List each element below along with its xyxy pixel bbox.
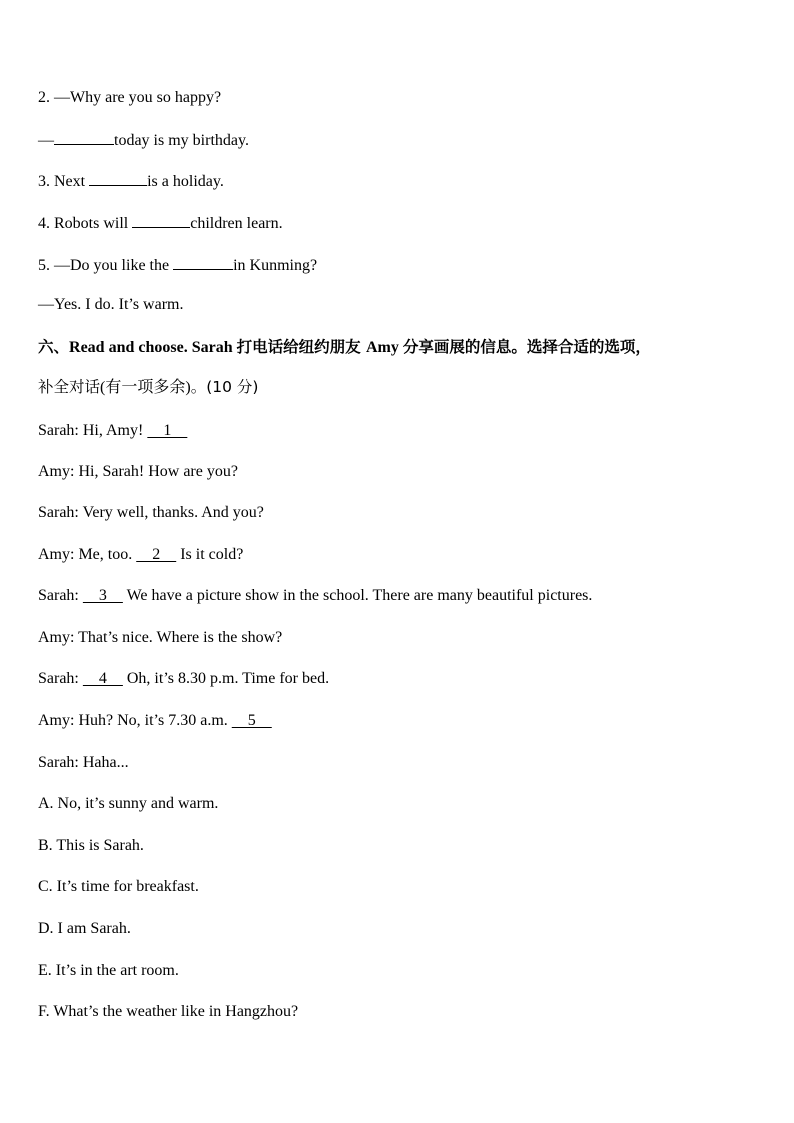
dialogue-blank-1[interactable]: 1 [147, 422, 188, 439]
dialogue-text: Amy: That’s nice. Where is the show? [38, 629, 283, 646]
question-5-answer [38, 295, 183, 315]
question-5-prefix: 5. —Do you like the [38, 257, 174, 274]
question-3 [38, 170, 224, 192]
dialogue-text: Amy: Hi, Sarah! How are you? [38, 463, 238, 480]
question-2-answer-line [38, 129, 249, 151]
dialogue-line [38, 421, 187, 441]
question-2-answer-prefix: — [38, 132, 54, 149]
dialogue-text: Sarah: [38, 587, 83, 604]
question-2-answer-suffix: today is my birthday. [114, 132, 249, 149]
dialogue-blank-4[interactable]: 4 [82, 670, 123, 687]
dialogue-line [38, 628, 282, 648]
section-title-en-2: Amy [366, 339, 403, 356]
dialogue-line [38, 545, 243, 565]
option-e [38, 961, 179, 981]
dialogue-blank-2[interactable]: 2 [136, 546, 177, 563]
question-4 [38, 212, 283, 234]
dialogue-line [38, 669, 329, 689]
question-4-prefix: 4. Robots will [38, 215, 133, 232]
dialogue-text: Sarah: Hi, Amy! [38, 422, 148, 439]
dialogue-text: Sarah: [38, 670, 83, 687]
question-4-suffix: children learn. [190, 215, 283, 232]
section-instruction-paren: (有一项多余) [100, 379, 191, 396]
section-score: 。(10 分) [190, 378, 259, 396]
answer-blank[interactable] [173, 254, 233, 270]
dialogue-text: Sarah: Very well, thanks. And you? [38, 504, 264, 521]
option-text: A. No, it’s sunny and warm. [38, 795, 219, 812]
answer-blank[interactable] [54, 129, 114, 145]
question-5-answer-text: —Yes. I do. It’s warm. [38, 296, 184, 313]
dialogue-line [38, 753, 129, 773]
section-instruction-cn: 补全对话 [38, 378, 101, 396]
option-text: D. I am Sarah. [38, 920, 131, 937]
option-d [38, 919, 131, 939]
dialogue-line [38, 462, 238, 482]
section-heading [38, 337, 651, 358]
question-3-suffix: is a holiday. [147, 173, 224, 190]
option-text: B. This is Sarah. [38, 837, 144, 854]
option-text: E. It’s in the art room. [38, 962, 179, 979]
option-text: F. What’s the weather like in Hangzhou? [38, 1003, 299, 1020]
option-c [38, 877, 199, 897]
dialogue-text: Amy: Me, too. [38, 546, 137, 563]
question-5 [38, 254, 317, 276]
dialogue-line [38, 586, 592, 606]
section-title-cn-1: 打电话给纽约朋友 [236, 338, 366, 356]
section-heading-line-2 [38, 377, 258, 398]
dialogue-text: Amy: Huh? No, it’s 7.30 a.m. [38, 712, 232, 729]
question-5-suffix: in Kunming? [233, 257, 318, 274]
answer-blank[interactable] [132, 212, 190, 228]
dialogue-text-after: We have a picture show in the school. There are many beautiful pictures. [122, 587, 593, 604]
question-2 [38, 88, 221, 108]
option-a [38, 794, 218, 814]
option-f [38, 1002, 298, 1022]
dialogue-line [38, 711, 272, 731]
answer-blank[interactable] [89, 170, 147, 186]
option-b [38, 836, 144, 856]
dialogue-line [38, 503, 264, 523]
option-text: C. It’s time for breakfast. [38, 878, 199, 895]
dialogue-blank-3[interactable]: 3 [82, 587, 123, 604]
section-number: 六、 [38, 338, 70, 356]
dialogue-text-after: Is it cold? [176, 546, 244, 563]
dialogue-text: Sarah: Haha... [38, 754, 129, 771]
section-title-cn-2: 分享画展的信息。选择合适的选项， [402, 338, 651, 356]
section-title-en: Read and choose. Sarah [69, 339, 237, 356]
dialogue-text-after: Oh, it’s 8.30 p.m. Time for bed. [122, 670, 330, 687]
dialogue-blank-5[interactable]: 5 [231, 712, 272, 729]
question-2-text: 2. —Why are you so happy? [38, 89, 222, 106]
question-3-prefix: 3. Next [38, 173, 90, 190]
